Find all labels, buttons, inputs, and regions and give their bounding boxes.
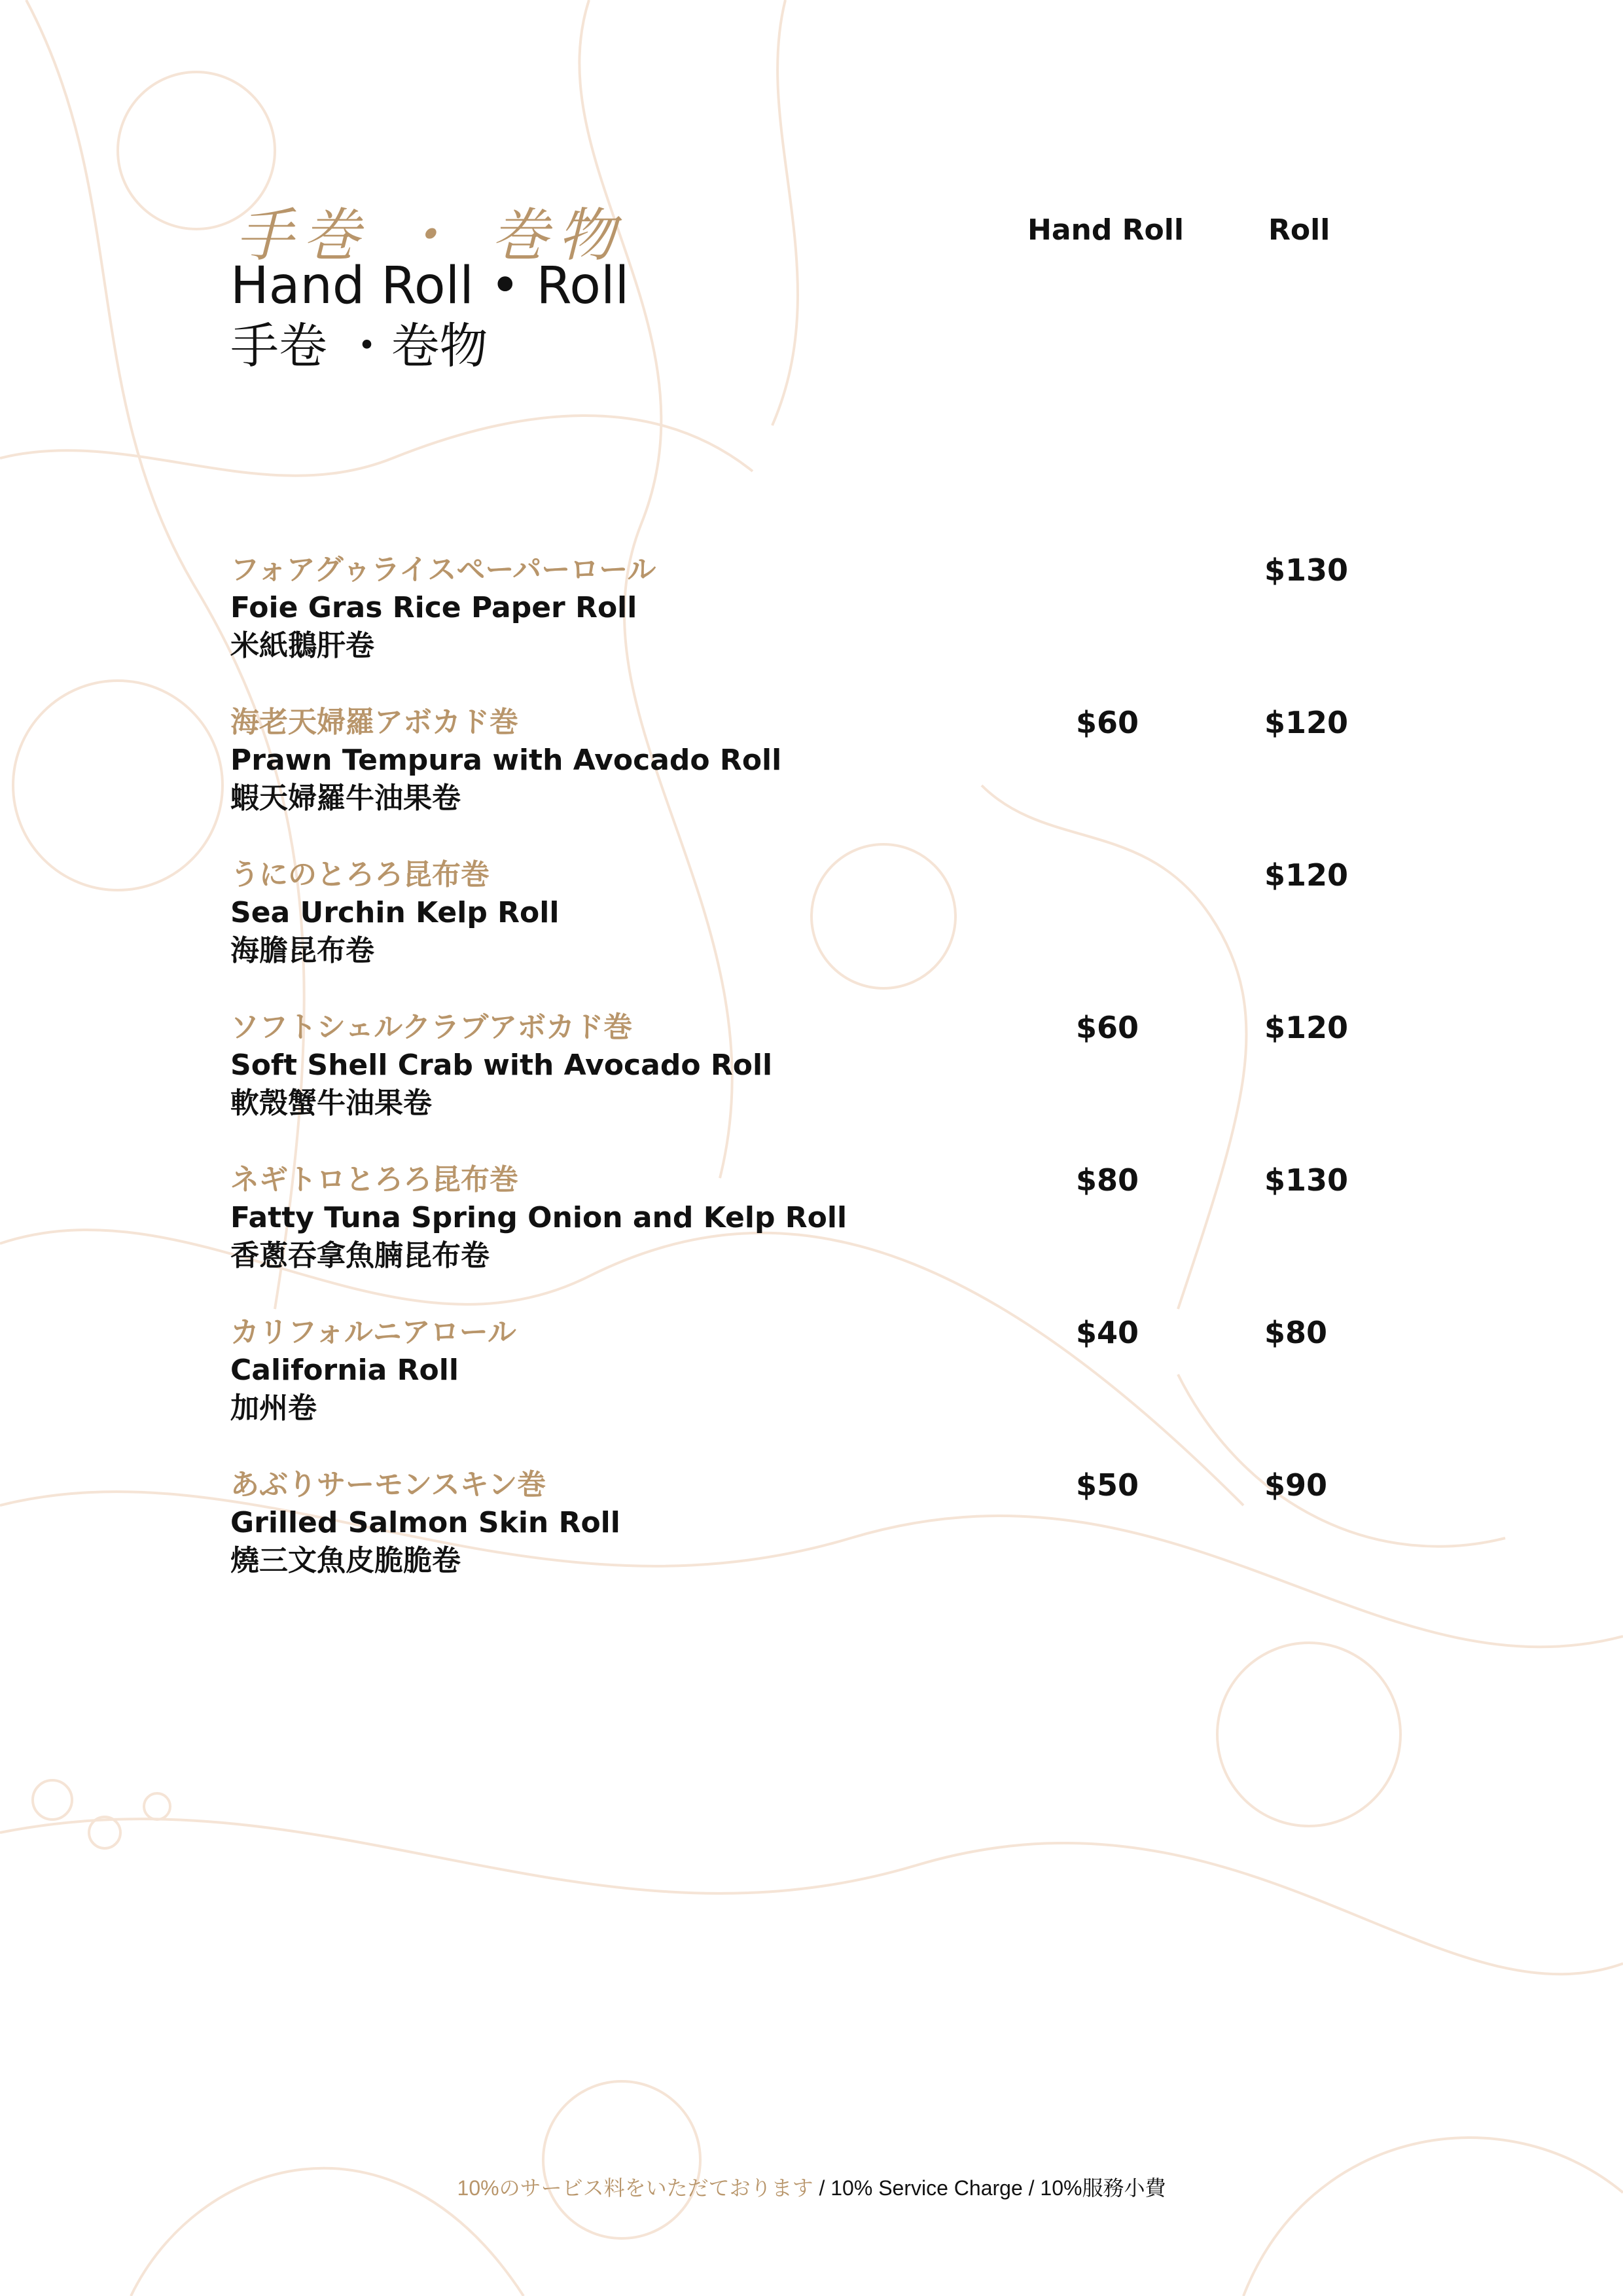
item-name-jp: 海老天婦羅アボカド巻 bbox=[230, 706, 518, 739]
column-header-roll: Roll bbox=[1268, 213, 1330, 247]
roll-price: $90 bbox=[1264, 1467, 1328, 1503]
menu-item bbox=[230, 1466, 1212, 1580]
item-name-zh: 燒三文魚皮脆脆卷 bbox=[230, 1544, 461, 1577]
item-name-en: Grilled Salmon Skin Roll bbox=[230, 1506, 620, 1539]
menu-item bbox=[230, 1161, 1212, 1275]
item-name-zh: 蝦天婦羅牛油果卷 bbox=[230, 781, 461, 815]
service-charge-en-zh: / 10% Service Charge / 10%服務小費 bbox=[813, 2176, 1166, 2200]
roll-price: $120 bbox=[1264, 1010, 1349, 1045]
item-name-en: Fatty Tuna Spring Onion and Kelp Roll bbox=[230, 1201, 847, 1234]
item-name-en: Sea Urchin Kelp Roll bbox=[230, 896, 560, 929]
item-name-jp: うにのとろろ昆布巻 bbox=[230, 858, 490, 891]
roll-price: $120 bbox=[1264, 705, 1349, 740]
service-charge-jp: 10%のサービス料をいただております bbox=[457, 2176, 813, 2200]
script-title-jp: 手巻 ・ 巻物 bbox=[236, 202, 624, 269]
menu-item bbox=[230, 1314, 1212, 1427]
item-name-zh: 軟殼蟹牛油果卷 bbox=[230, 1086, 432, 1120]
item-name-en: Soft Shell Crab with Avocado Roll bbox=[230, 1049, 773, 1082]
item-name-en: Foie Gras Rice Paper Roll bbox=[230, 591, 637, 624]
menu-item bbox=[230, 551, 1212, 665]
hand-roll-price: $60 bbox=[1076, 1010, 1139, 1045]
hand-roll-price: $40 bbox=[1076, 1315, 1139, 1350]
item-name-zh: 海膽昆布卷 bbox=[230, 934, 374, 967]
item-name-zh: 加州卷 bbox=[230, 1391, 317, 1425]
roll-price: $130 bbox=[1264, 552, 1349, 588]
item-name-jp: カリフォルニアロール bbox=[230, 1316, 516, 1349]
page-title-zh: 手卷 ・卷物 bbox=[230, 318, 488, 374]
item-name-jp: あぶりサーモンスキン巻 bbox=[230, 1468, 546, 1501]
service-charge-note bbox=[0, 2172, 1623, 2202]
roll-price: $130 bbox=[1264, 1162, 1349, 1198]
item-name-en: California Roll bbox=[230, 1354, 459, 1387]
item-name-en: Prawn Tempura with Avocado Roll bbox=[230, 744, 782, 777]
roll-price: $80 bbox=[1264, 1315, 1328, 1350]
menu-item bbox=[230, 856, 1212, 970]
item-name-jp: ソフトシェルクラブアボカド巻 bbox=[230, 1011, 633, 1044]
hand-roll-price: $60 bbox=[1076, 705, 1139, 740]
item-name-jp: ネギトロとろろ昆布巻 bbox=[230, 1163, 518, 1196]
hand-roll-price: $80 bbox=[1076, 1162, 1139, 1198]
hand-roll-price: $50 bbox=[1076, 1467, 1139, 1503]
item-name-zh: 米紙鵝肝卷 bbox=[230, 629, 374, 662]
column-header-hand-roll: Hand Roll bbox=[1027, 213, 1184, 247]
roll-price: $120 bbox=[1264, 857, 1349, 893]
menu-item bbox=[230, 1009, 1212, 1122]
item-name-zh: 香蔥吞拿魚腩昆布卷 bbox=[230, 1239, 490, 1272]
page-title-en: Hand Roll • Roll bbox=[230, 257, 630, 315]
menu-item bbox=[230, 704, 1212, 817]
item-name-jp: フォアグゥライスペーパーロール bbox=[230, 553, 656, 586]
